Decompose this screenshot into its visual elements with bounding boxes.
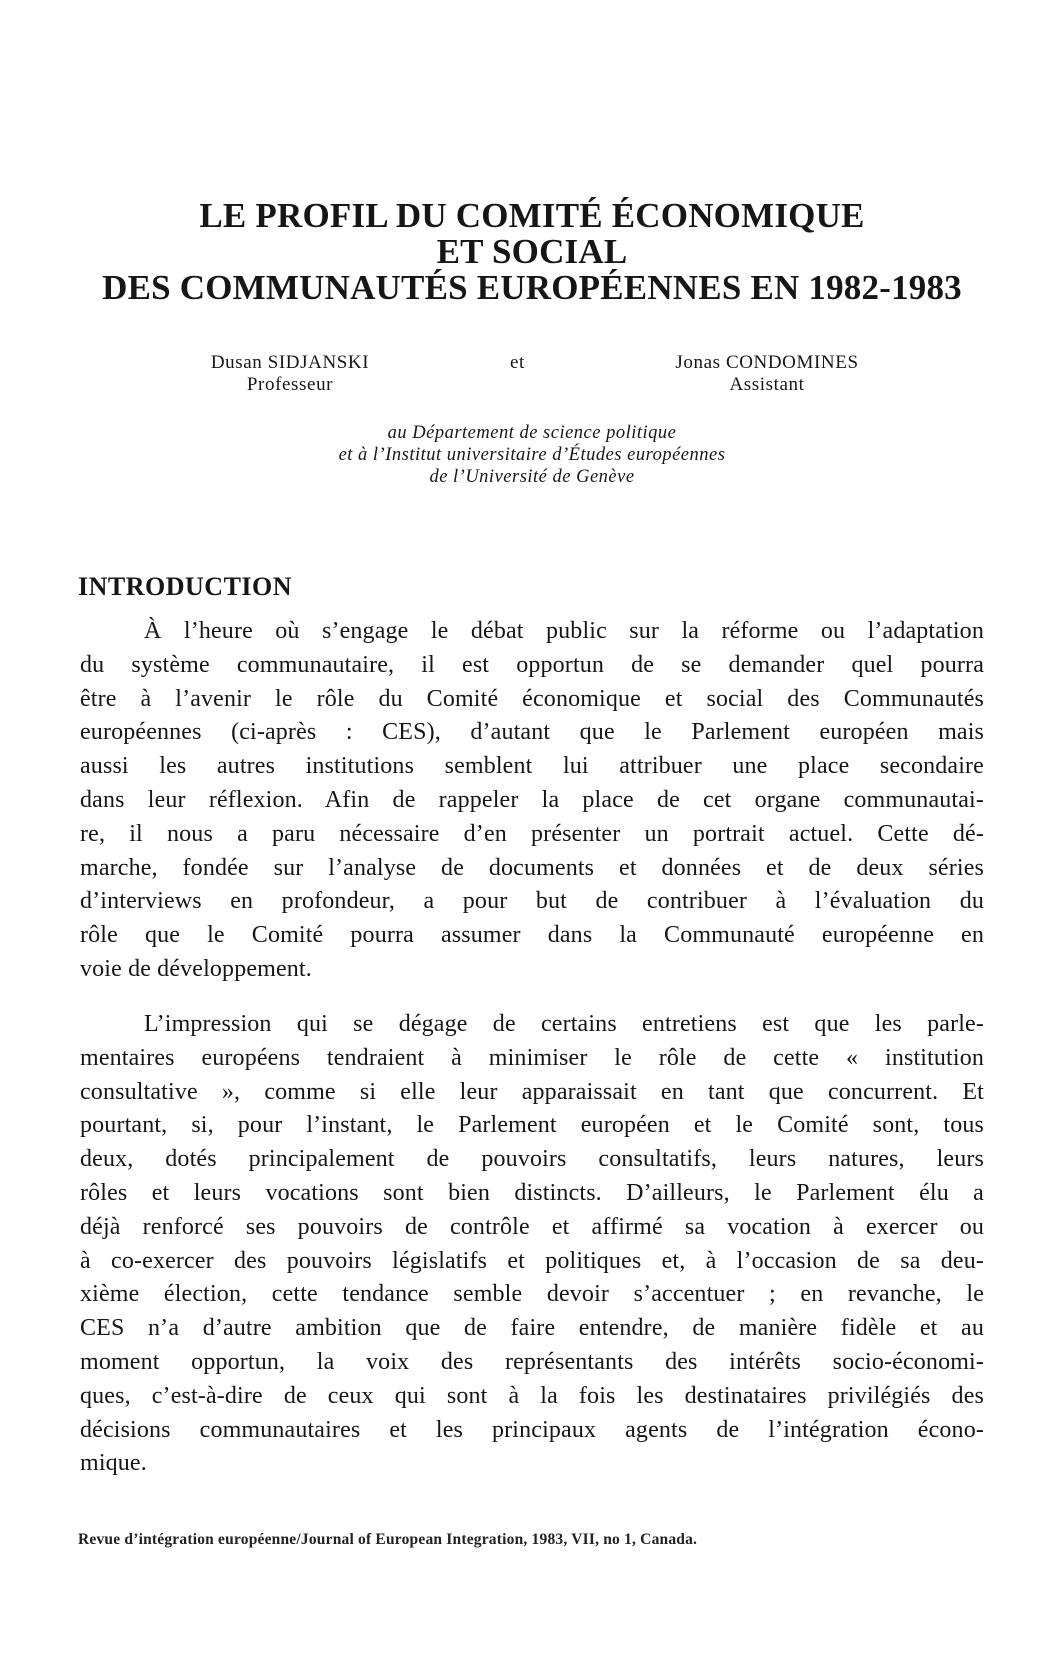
text-line: d’interviews en profondeur, a pour but de contribuer à l’évaluation du (80, 888, 984, 915)
affiliation-line: au Département de science politique (387, 423, 677, 443)
text-line: consultative », comme si elle leur apparaissait en tant que concurrent. Et (80, 1078, 984, 1105)
journal-citation: Revue d’intégration européenne/Journal of European Integration, 1983, VII, no 1, Canada. (78, 1531, 698, 1548)
author-name: Jonas CONDOMINES (675, 352, 859, 373)
paragraph-2 (80, 1008, 984, 1481)
paragraph-1 (80, 615, 984, 987)
text-line: À l’heure où s’engage le débat public sur la réforme ou l’adaptation (144, 618, 984, 644)
text-line: aussi les autres institutions semblent lui attribuer une place secondaire (80, 753, 984, 780)
text-line: à co-exercer des pouvoirs législatifs et politiques et, à l’occasion de sa deu- (80, 1247, 984, 1274)
text-line: deux, dotés principalement de pouvoirs consultatifs, leurs natures, leurs (80, 1146, 984, 1173)
text-line: rôle que le Comité pourra assumer dans la Communauté européenne en (80, 922, 984, 949)
text-line: du système communautaire, il est opportun de se demander quel pourra (80, 651, 984, 678)
affiliation-line: de l’Université de Genève (429, 467, 635, 487)
author-first (190, 352, 390, 396)
text-line: marche, fondée sur l’analyse de documents et données et de deux séries (80, 854, 984, 881)
text-line: moment opportun, la voix des représentants des intérêts socio-économi- (80, 1348, 984, 1375)
author-role: Professeur (246, 374, 334, 395)
text-line: ques, c’est-à-dire de ceux qui sont à la fois les destinataires privilégiés des (80, 1382, 984, 1409)
text-line: voie de développement. (80, 955, 312, 982)
text-line: rôles et leurs vocations sont bien distincts. D’ailleurs, le Parlement élu a (80, 1179, 984, 1206)
affiliation (100, 422, 964, 488)
text-line: re, il nous a paru nécessaire d’en présenter un portrait actuel. Cette dé- (80, 820, 984, 847)
section-heading: INTRODUCTION (78, 572, 293, 601)
title-line: ET SOCIAL (436, 232, 628, 271)
title-line: DES COMMUNAUTÉS EUROPÉENNES EN 1982-1983 (102, 268, 962, 307)
text-line: déjà renforcé ses pouvoirs de contrôle et affirmé sa vocation à exercer ou (80, 1213, 984, 1240)
text-line: xième élection, cette tendance semble devoir s’accentuer ; en revanche, le (80, 1281, 984, 1308)
text-line: être à l’avenir le rôle du Comité économique et social des Communautés (80, 685, 984, 712)
text-line: dans leur réflexion. Afin de rappeler la place de cet organe communautai- (80, 786, 984, 813)
author-block (0, 352, 1064, 402)
text-line: CES n’a d’autre ambition que de faire entendre, de manière fidèle et au (80, 1315, 984, 1342)
text-line: pourtant, si, pour l’instant, le Parlement européen et le Comité sont, tous (80, 1112, 984, 1139)
text-line: européennes (ci-après : CES), d’autant que le Parlement européen mais (80, 719, 984, 746)
affiliation-line: et à l’Institut universitaire d’Études européennes (338, 445, 726, 465)
title-line: LE PROFIL DU COMITÉ ÉCONOMIQUE (199, 196, 865, 235)
author-role: Assistant (729, 374, 805, 395)
author-conjunction: et (510, 352, 525, 373)
text-line: L’impression qui se dégage de certains entretiens est que les parle- (144, 1011, 984, 1037)
text-line: mique. (80, 1450, 147, 1477)
text-line: décisions communautaires et les principaux agents de l’intégration écono- (80, 1416, 984, 1443)
article-title (60, 198, 1004, 306)
text-line: mentaires européens tendraient à minimiser le rôle de cette « institution (80, 1044, 984, 1071)
author-second (652, 352, 882, 396)
author-name: Dusan SIDJANSKI (210, 352, 370, 373)
